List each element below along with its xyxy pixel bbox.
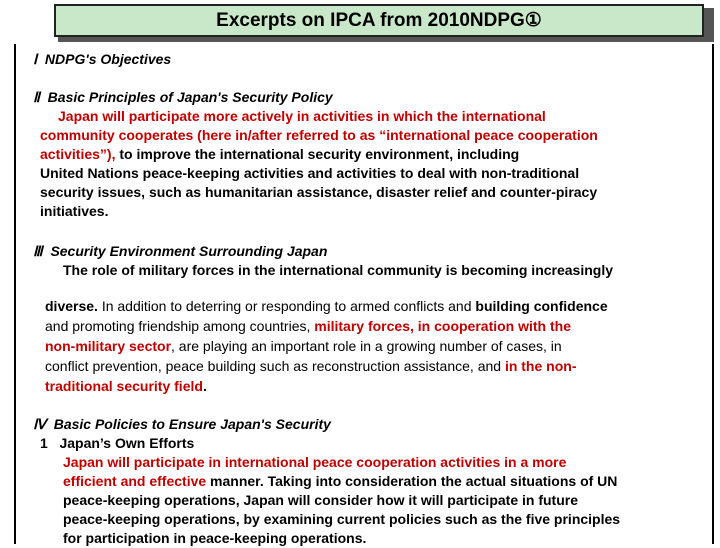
section-4-line-2 bbox=[63, 472, 617, 491]
section-2-title: Basic Principles of Japan's Security Policy bbox=[47, 89, 333, 105]
section-3-line-6-red: traditional security field bbox=[45, 378, 203, 394]
section-4-line-2-red: efficient and effective bbox=[63, 473, 207, 489]
section-3-line-3-red: military forces, in cooperation with the bbox=[314, 318, 571, 334]
section-4-sub-title: Japan’s Own Efforts bbox=[59, 435, 195, 451]
section-2-line-4: United Nations peace-keeping activities and activities to deal with non-traditional bbox=[40, 165, 580, 181]
section-2-line-1: Japan will participate more actively in activities in which the international bbox=[58, 108, 546, 124]
section-3-line-6 bbox=[45, 377, 207, 396]
section-4-sub-num: 1 bbox=[40, 435, 48, 451]
section-3-line-2c: building confidence bbox=[475, 298, 608, 314]
section-3-line-1: The role of military forces in the international community is becoming increasingly bbox=[63, 262, 614, 278]
section-4-num: Ⅳ bbox=[33, 416, 46, 432]
page-title-text: Excerpts on IPCA from 2010NDPG① bbox=[216, 10, 542, 31]
section-3-line-2a: diverse. bbox=[45, 298, 98, 314]
section-2-line-5: security issues, such as humanitarian assistance, disaster relief and counter-piracy bbox=[40, 184, 598, 200]
section-3-line-4-red: non-military sector bbox=[45, 338, 172, 354]
section-4-line-1: Japan will participate in international peace cooperation activities in a more bbox=[63, 454, 567, 470]
section-4-heading bbox=[33, 415, 331, 434]
section-3-line-5 bbox=[45, 357, 576, 376]
section-3-line-5-red: in the non- bbox=[504, 358, 577, 374]
section-3-line-2b: In addition to deterring or responding to armed conflicts and bbox=[97, 298, 476, 314]
section-4-line-3: peace-keeping operations, Japan will consider how it will participate in future bbox=[63, 492, 578, 508]
section-3-num: Ⅲ bbox=[33, 243, 43, 259]
section-2-line-3 bbox=[40, 145, 519, 164]
section-2-line-3-rest: to improve the international security environment, including bbox=[115, 146, 520, 162]
section-3-line-2 bbox=[45, 297, 608, 316]
section-3-line-3a: and promoting friendship among countries, bbox=[45, 318, 315, 334]
section-2-line-2: community cooperates (here in/after referred to as “international peace cooperation bbox=[40, 127, 598, 143]
section-2-num: Ⅱ bbox=[33, 89, 40, 105]
section-3-line-6-end: . bbox=[202, 378, 207, 394]
section-4-subheading bbox=[40, 434, 194, 453]
section-3-heading bbox=[33, 242, 327, 261]
section-3-title: Security Environment Surrounding Japan bbox=[50, 243, 328, 259]
section-1-title: NDPG's Objectives bbox=[44, 51, 172, 67]
section-4-line-5: for participation in peace-keeping operations. bbox=[63, 530, 367, 546]
page-title bbox=[54, 4, 704, 37]
section-2-heading bbox=[33, 88, 333, 107]
section-4-line-4: peace-keeping operations, by examining current policies such as the five principles bbox=[63, 511, 621, 527]
section-3-line-4 bbox=[45, 337, 562, 356]
section-1-heading bbox=[33, 50, 171, 69]
section-1-num: Ⅰ bbox=[33, 51, 38, 67]
section-3-line-5a: conflict prevention, peace building such as reconstruction assistance, and bbox=[45, 358, 505, 374]
section-3-line-3 bbox=[45, 317, 571, 336]
section-2-line-3-red: activities”), bbox=[40, 146, 116, 162]
section-3-line-4-rest: , are playing an important role in a growing number of cases, in bbox=[171, 338, 562, 354]
section-4-line-2-rest: manner. Taking into consideration the actual situations of UN bbox=[206, 473, 618, 489]
section-4-title: Basic Policies to Ensure Japan's Security bbox=[53, 416, 331, 432]
section-2-line-6: initiatives. bbox=[40, 203, 109, 219]
